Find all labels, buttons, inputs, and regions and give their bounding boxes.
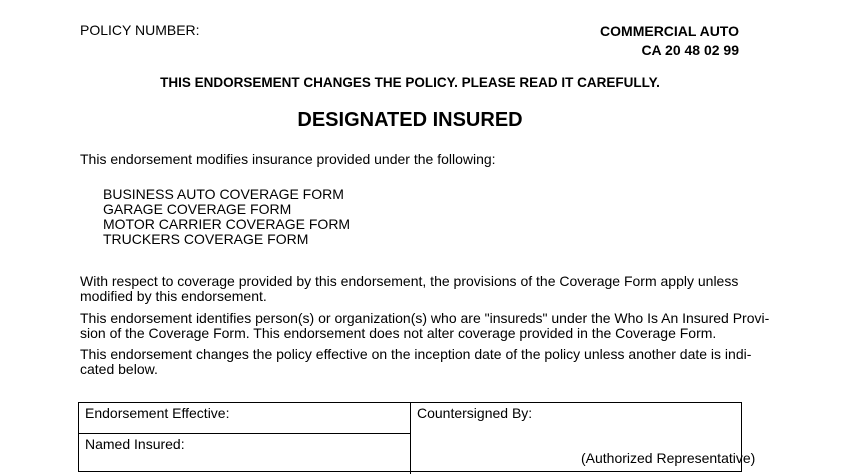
paragraph-line: modified by this endorsement. xyxy=(80,288,267,304)
document-title: DESIGNATED INSURED xyxy=(297,109,523,131)
endorsement-effective-label: Endorsement Effective: xyxy=(85,405,230,421)
intro-text: This endorsement modifies insurance provided under the following: xyxy=(80,151,496,167)
coverage-form-item: MOTOR CARRIER COVERAGE FORM xyxy=(103,216,351,232)
endorsement-effective-field[interactable] xyxy=(79,403,411,434)
paragraph-line: This endorsement identifies person(s) or organization(s) who are "insureds" under the Who Is An Insured Provi- xyxy=(80,310,770,326)
coverage-form-item: BUSINESS AUTO COVERAGE FORM xyxy=(103,186,344,202)
form-header xyxy=(600,22,739,60)
named-insured-label: Named Insured: xyxy=(85,436,185,452)
coverage-forms-list xyxy=(103,187,350,247)
authorized-representative-label: (Authorized Representative) xyxy=(581,450,756,466)
paragraph-provisions xyxy=(80,274,738,304)
named-insured-field[interactable] xyxy=(79,434,411,474)
policy-number-label: POLICY NUMBER: xyxy=(80,22,200,38)
endorsement-info-table xyxy=(78,402,756,472)
paragraph-identifies xyxy=(80,311,769,341)
coverage-form-item: GARAGE COVERAGE FORM xyxy=(103,201,292,217)
line-of-business: COMMERCIAL AUTO xyxy=(600,23,739,39)
coverage-form-item: TRUCKERS COVERAGE FORM xyxy=(103,231,309,247)
paragraph-line: cated below. xyxy=(80,361,158,377)
paragraph-line: With respect to coverage provided by this endorsement, the provisions of the Coverage Form apply unless xyxy=(80,273,739,289)
countersigned-by-label: Countersigned By: xyxy=(417,405,533,421)
paragraph-line: This endorsement changes the policy effective on the inception date of the policy unless another date is indi- xyxy=(80,346,752,362)
endorsement-notice: THIS ENDORSEMENT CHANGES THE POLICY. PLEASE READ IT CAREFULLY. xyxy=(160,75,660,90)
paragraph-effective-date xyxy=(80,347,751,377)
paragraph-line: sion of the Coverage Form. This endorsement does not alter coverage provided in the Coverage Form. xyxy=(80,325,717,341)
countersigned-by-field[interactable] xyxy=(411,403,756,473)
form-number: CA 20 48 02 99 xyxy=(641,42,739,58)
